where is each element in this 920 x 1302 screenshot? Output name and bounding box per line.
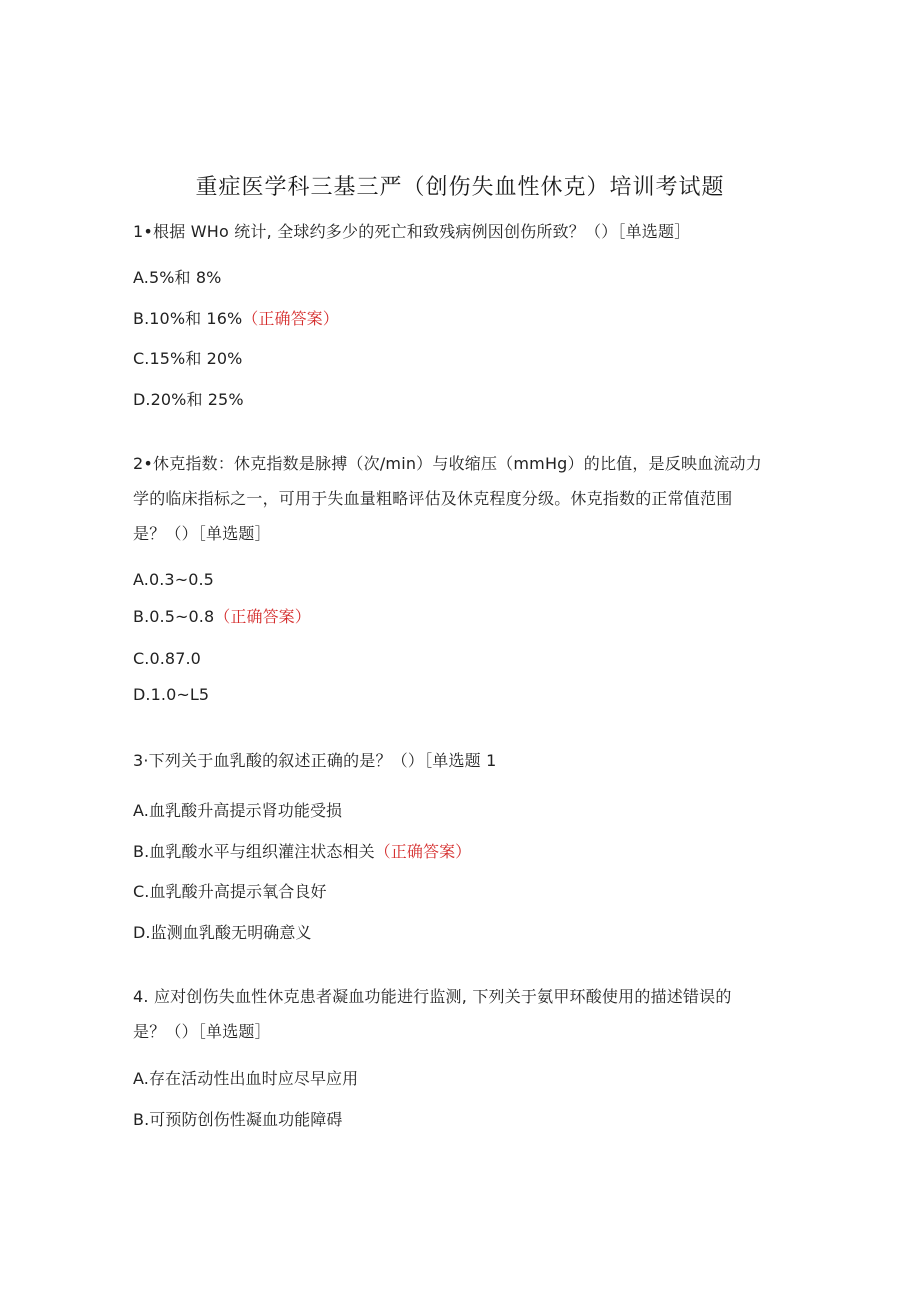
correct-answer-mark: （正确答案） [374, 842, 472, 861]
question-3-text: 3·下列关于血乳酸的叙述正确的是？（）［单选题 1 [133, 751, 497, 770]
question-2-option-d [133, 684, 793, 706]
question-4-option-a [133, 1068, 793, 1090]
question-1-option-a [133, 267, 793, 289]
page-title: 重症医学科三基三严（创伤失血性休克）培训考试题 [195, 175, 725, 200]
option-label: A.5%和 8% [133, 268, 222, 287]
question-2-option-c [133, 648, 793, 670]
question-1-option-b [133, 308, 793, 330]
correct-answer-mark: （正确答案） [214, 607, 311, 626]
question-2-option-a [133, 569, 793, 591]
option-label: B.10%和 16% [133, 309, 243, 328]
question-1-option-d [133, 389, 793, 411]
question-2-text-line-1: 2•休克指数：休克指数是脉搏（次/min）与收缩压（mmHg）的比值，是反映血流动力 [133, 454, 762, 473]
option-label: B.可预防创伤性凝血功能障碍 [133, 1110, 343, 1129]
option-label: A.血乳酸升高提示肾功能受损 [133, 801, 343, 820]
question-3-option-c [133, 881, 793, 903]
option-label: D.监测血乳酸无明确意义 [133, 923, 312, 942]
question-4-option-b [133, 1109, 793, 1131]
question-3-option-a [133, 800, 793, 822]
question-2-text-line-2: 学的临床指标之一，可用于失血量粗略评估及休克程度分级。休克指数的正常值范围 [133, 489, 733, 508]
question-3-option-d [133, 922, 793, 944]
option-label: C.0.87.0 [133, 649, 201, 668]
question-3-option-b [133, 841, 793, 863]
question-1-text: 1•根据 WHo 统计, 全球约多少的死亡和致残病例因创伤所致？（）［单选题］ [133, 222, 691, 241]
option-label: A.存在活动性出血时应尽早应用 [133, 1069, 359, 1088]
question-4-text-line-2: 是？（）［单选题］ [133, 1022, 271, 1041]
option-label: D.20%和 25% [133, 390, 244, 409]
correct-answer-mark: （正确答案） [242, 309, 339, 328]
question-1-option-c [133, 348, 793, 370]
option-label: C.15%和 20% [133, 349, 243, 368]
option-label: B.0.5~0.8 [133, 607, 215, 626]
option-label: B.血乳酸水平与组织灌注状态相关 [133, 842, 375, 861]
option-label: C.血乳酸升高提示氧合良好 [133, 882, 327, 901]
option-label: A.0.3~0.5 [133, 570, 214, 589]
question-2-option-b [133, 606, 793, 628]
option-label: D.1.0~L5 [133, 685, 210, 704]
question-2-text-line-3: 是？（）［单选题］ [133, 524, 271, 543]
question-4-text-line-1: 4. 应对创伤失血性休克患者凝血功能进行监测, 下列关于氨甲环酸使用的描述错误的 [133, 987, 732, 1006]
